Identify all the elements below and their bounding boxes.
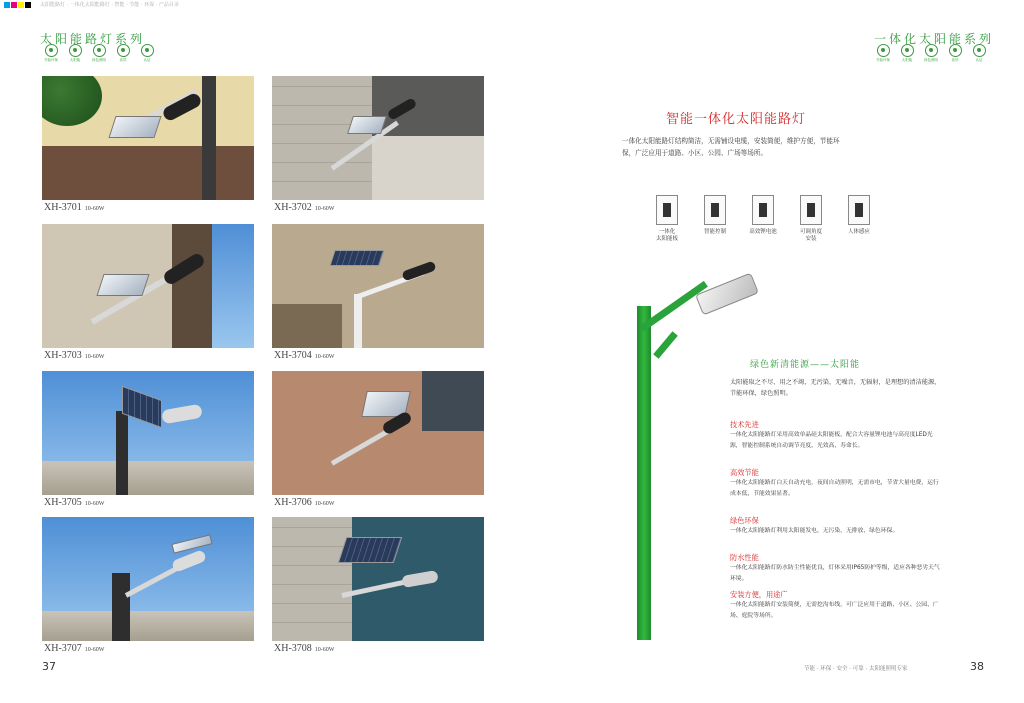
product-photo-xh3701 [42, 76, 254, 200]
cert-icon: 高效 [946, 44, 964, 63]
green-lamp-pole [637, 306, 651, 640]
left-cert-icons [42, 44, 156, 63]
product-photo-xh3706 [272, 371, 484, 495]
feature-icons [652, 195, 874, 243]
solar-panel-icon [656, 195, 678, 225]
cert-icon: 绿色照明 [922, 44, 940, 63]
page-number: 38 [970, 660, 984, 673]
left-series-title: 太阳能路灯系列 [40, 32, 146, 46]
integrated-lamp-head [695, 273, 759, 316]
motion-sensor-icon [848, 195, 870, 225]
cert-icon: 太阳能 [898, 44, 916, 63]
right-series-title: 一体化太阳能系列 [874, 32, 995, 46]
product-caption: XH-3702 10-60W [274, 202, 335, 213]
product-headline: 智能一体化太阳能路灯 [666, 112, 807, 127]
product-caption: XH-3707 10-60W [44, 643, 105, 654]
feature-section: 防水性能 一体化太阳能路灯防水防尘性能优良，灯体采用IP65防护等级，适应各种恶劣天气环境。 [730, 553, 940, 582]
product-photo-xh3703 [42, 224, 254, 348]
battery-icon [752, 195, 774, 225]
feature-section: 绿色环保 一体化太阳能路灯利用太阳能发电，无污染，无排放，绿色环保。 [730, 516, 899, 534]
green-energy-title: 绿色新清能源——太阳能 [750, 360, 861, 370]
rotate-icon [800, 195, 822, 225]
feature-item: 高效锂电池 [748, 195, 778, 243]
product-caption: XH-3704 10-60W [274, 350, 335, 361]
print-header-note: 太阳能路灯 · 一体化太阳能路灯 · 智能 · 节能 · 环保 · 产品目录 [40, 2, 179, 8]
right-page [512, 0, 1024, 703]
product-photo-xh3708 [272, 517, 484, 641]
feature-item: 智能控制 [700, 195, 730, 243]
feature-section: 高效节能 一体化太阳能路灯白天自动充电，夜间自动照明，无需市电，节省大量电费，运行成本低，节能效果显著。 [730, 468, 939, 497]
cert-icon: 认证 [970, 44, 988, 63]
cert-icon: 节能环保 [42, 44, 60, 63]
cert-icon: 高效 [114, 44, 132, 63]
product-caption: XH-3705 10-60W [44, 497, 105, 508]
cert-icon: 认证 [138, 44, 156, 63]
product-photo-xh3707 [42, 517, 254, 641]
product-photo-xh3704 [272, 224, 484, 348]
product-caption: XH-3701 10-60W [44, 202, 105, 213]
cert-icon: 节能环保 [874, 44, 892, 63]
green-energy-desc: 太阳能取之不尽、用之不竭，无污染，无噪音，无辐射，是理想的清洁能源，节能环保，绿色照明。 [730, 379, 941, 397]
cert-icon: 绿色照明 [90, 44, 108, 63]
cert-icon: 太阳能 [66, 44, 84, 63]
product-photo-xh3705 [42, 371, 254, 495]
green-lamp-brace [653, 331, 678, 358]
product-caption: XH-3703 10-60W [44, 350, 105, 361]
page-number: 37 [42, 660, 56, 673]
smart-control-icon [704, 195, 726, 225]
product-caption: XH-3708 10-60W [274, 643, 335, 654]
feature-item: 一体化 太阳能板 [652, 195, 682, 243]
product-photo-xh3702 [272, 76, 484, 200]
feature-item: 人体感应 [844, 195, 874, 243]
right-cert-icons [874, 44, 988, 63]
page-footer: 节能 · 环保 · 安全 · 可靠 · 太阳能照明专家 [804, 666, 908, 672]
product-caption: XH-3706 10-60W [274, 497, 335, 508]
feature-item: 可调角度 安装 [796, 195, 826, 243]
product-intro: 一体化太阳能路灯结构简洁，无需铺设电缆，安装简便，维护方便，节能环保，广泛应用于道路、小区、公园、广场等场所。 [622, 137, 840, 157]
feature-section: 技术先进 一体化太阳能路灯采用高效单晶硅太阳能板，配合大容量锂电池与高亮度LED光源，智能控制系统自动调节亮度，光效高、寿命长。 [730, 420, 933, 449]
feature-section: 安装方便，用途广 一体化太阳能路灯安装简便，无需挖沟布线，可广泛应用于道路、小区、公园、广场、庭院等场所。 [730, 590, 939, 619]
